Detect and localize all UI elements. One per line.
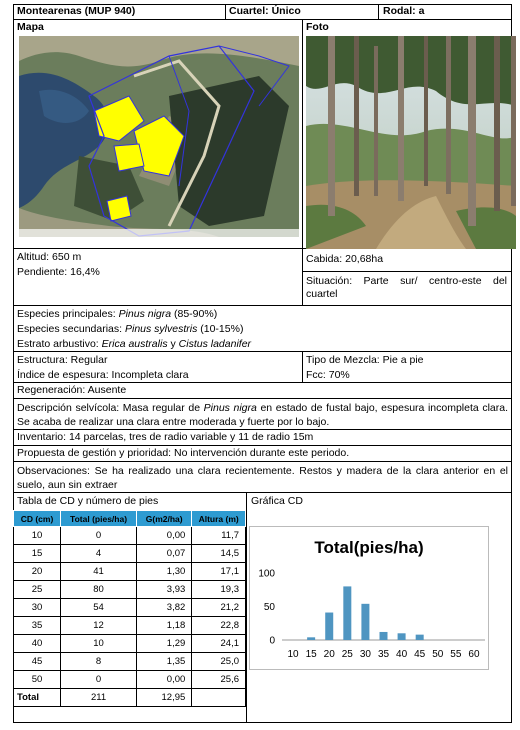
cd-table [13, 510, 246, 707]
x-tick-label: 25 [341, 649, 353, 660]
propuesta: Propuesta de gestión y prioridad: No intervención durante este periodo. [17, 447, 350, 459]
grafica-label: Gráfica CD [251, 495, 303, 507]
chart-bar [325, 613, 333, 640]
cell-g: 1,29 [137, 635, 192, 653]
table-row [14, 617, 246, 635]
regeneracion: Regeneración: Ausente [17, 384, 127, 396]
x-tick-label: 50 [432, 649, 444, 660]
y-tick-label: 100 [258, 568, 275, 580]
table-row [14, 563, 246, 581]
table-header-row [14, 511, 246, 527]
table-row [14, 599, 246, 617]
cell-altura: 22,8 [192, 617, 246, 635]
especies-secundarias: Especies secundarias: Pinus sylvestris (10-15%) [17, 323, 244, 335]
cell-cd: 10 [14, 527, 61, 545]
rodal: Rodal: a [383, 5, 425, 17]
cd-chart [249, 526, 489, 670]
altitud: Altitud: 650 m [17, 251, 82, 263]
cell-cd: 40 [14, 635, 61, 653]
divider [378, 4, 379, 20]
chart-bar [307, 637, 315, 640]
table-row [14, 581, 246, 599]
divider [302, 271, 512, 272]
col-g: G(m2/ha) [137, 511, 192, 527]
cell-total: 10 [61, 635, 137, 653]
table-title: Tabla de CD y número de pies [17, 495, 159, 507]
cell-g: 3,93 [137, 581, 192, 599]
cell-total: 211 [61, 689, 137, 707]
cell-cd: 20 [14, 563, 61, 581]
chart-bar [416, 635, 424, 640]
observaciones: Observaciones: Se ha realizado una clara recientemente. Restos y madera de la clara anterior en el suelo, aun sin extraer [17, 465, 508, 491]
cell-cd: 45 [14, 653, 61, 671]
cell-g: 1,35 [137, 653, 192, 671]
cell-altura: 25,6 [192, 671, 246, 689]
chart-bar [361, 604, 369, 640]
cell-total: 41 [61, 563, 137, 581]
cell-altura: 25,0 [192, 653, 246, 671]
cell-cd: 25 [14, 581, 61, 599]
cell-g: 0,00 [137, 671, 192, 689]
cell-total: 4 [61, 545, 137, 563]
y-tick-label: 50 [263, 602, 275, 613]
table-row [14, 671, 246, 689]
cell-g: 1,30 [137, 563, 192, 581]
x-tick-label: 20 [323, 649, 335, 660]
cell-g: 1,18 [137, 617, 192, 635]
table-row [14, 635, 246, 653]
cell-total: 12 [61, 617, 137, 635]
especies-principales: Especies principales: Pinus nigra (85-90%) [17, 308, 218, 320]
table-total-row [14, 689, 246, 707]
x-tick-label: 10 [287, 649, 299, 660]
cell-altura: 14,5 [192, 545, 246, 563]
pendiente: Pendiente: 16,4% [17, 266, 100, 278]
indice-espesura: Índice de espesura: Incompleta clara [17, 369, 189, 381]
cell-total: 0 [61, 671, 137, 689]
stand-map [19, 36, 299, 237]
chart-bar [380, 632, 388, 640]
cell-altura: 19,3 [192, 581, 246, 599]
cell-g: 0,07 [137, 545, 192, 563]
cabida: Cabida: 20,68ha [306, 253, 384, 265]
x-tick-label: 30 [359, 649, 371, 660]
x-tick-label: 35 [377, 649, 390, 660]
inventario: Inventario: 14 parcelas, tres de radio variable y 11 de radio 15m [17, 431, 314, 443]
estrato-arbustivo: Estrato arbustivo: Erica australis y Cistus ladanifer [17, 338, 252, 350]
col-total: Total (pies/ha) [61, 511, 137, 527]
x-tick-label: 60 [468, 649, 480, 660]
x-tick-label: 55 [450, 649, 462, 660]
x-tick-label: 40 [396, 649, 408, 660]
cell-altura: 17,1 [192, 563, 246, 581]
estructura: Estructura: Regular [17, 354, 108, 366]
table-row [14, 545, 246, 563]
cell-cd: 35 [14, 617, 61, 635]
cell-cd: 30 [14, 599, 61, 617]
map-label: Mapa [17, 21, 44, 33]
cuartel: Cuartel: Único [229, 5, 301, 17]
cell-g: 0,00 [137, 527, 192, 545]
table-row [14, 653, 246, 671]
cell-altura [192, 689, 246, 707]
x-tick-label: 15 [305, 649, 317, 660]
divider [302, 20, 303, 249]
fcc: Fcc: 70% [306, 369, 350, 381]
cell-altura: 24,1 [192, 635, 246, 653]
cell-total: 8 [61, 653, 137, 671]
cell-altura: 21,2 [192, 599, 246, 617]
situacion: Situación: Parte sur/ centro-este del cuartel [306, 275, 507, 300]
cell-cd: 15 [14, 545, 61, 563]
chart-bar [343, 586, 351, 640]
chart-title: Total(pies/ha) [314, 538, 424, 557]
descripcion: Descripción selvícola: Masa regular de Pinus nigra en estado de fustal bajo, espesura incompleta clara. Se acaba de realizar una clara entre moderada y fuerte por lo bajo. [17, 402, 509, 428]
col-cd: CD (cm) [14, 511, 61, 527]
cell-total: 54 [61, 599, 137, 617]
cell-g: 12,95 [137, 689, 192, 707]
monte-name: Montearenas (MUP 940) [17, 5, 136, 17]
photo-label: Foto [306, 21, 329, 33]
cell-cd: Total [14, 689, 61, 707]
cell-g: 3,82 [137, 599, 192, 617]
divider [246, 493, 247, 723]
stand-photo [306, 36, 516, 249]
cell-altura: 11,7 [192, 527, 246, 545]
table-row [14, 527, 246, 545]
cell-cd: 50 [14, 671, 61, 689]
col-altura: Altura (m) [192, 511, 246, 527]
tipo-mezcla: Tipo de Mezcla: Pie a pie [306, 354, 424, 366]
x-tick-label: 45 [414, 649, 426, 660]
cell-total: 0 [61, 527, 137, 545]
cell-total: 80 [61, 581, 137, 599]
y-tick-label: 0 [269, 635, 275, 647]
chart-bar [398, 633, 406, 640]
